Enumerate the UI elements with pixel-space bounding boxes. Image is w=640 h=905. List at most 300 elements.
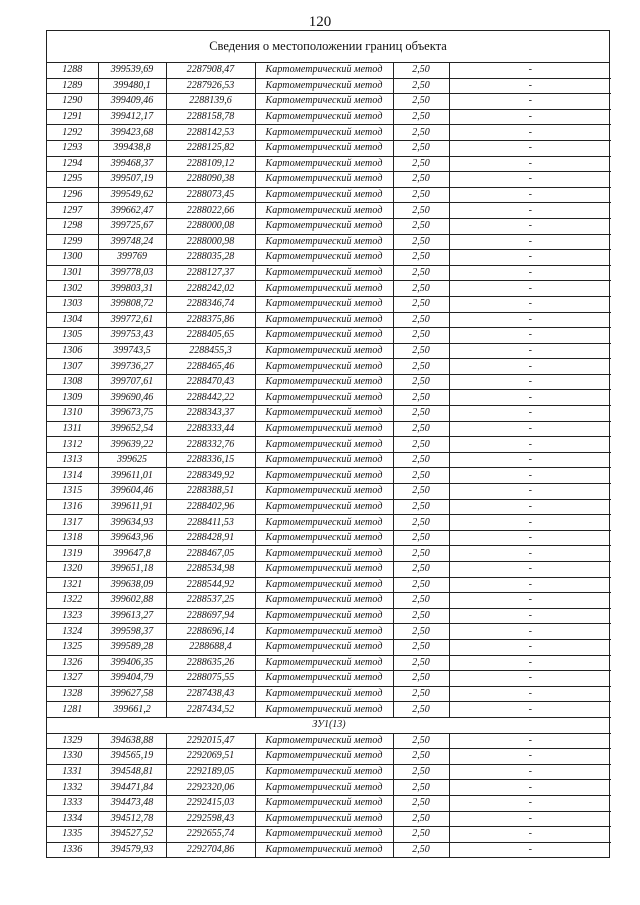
x-coordinate-cell: 394512,78 [98,811,166,827]
point-number-cell: 1319 [47,546,98,562]
point-number-cell: 1281 [47,702,98,718]
table-row [47,749,611,765]
accuracy-cell: 2,50 [393,406,449,422]
y-coordinate-cell: 2288336,15 [166,452,255,468]
x-coordinate-cell: 399480,1 [98,78,166,94]
point-number-cell: 1325 [47,639,98,655]
description-cell: - [449,250,611,266]
method-cell: Картометрический метод [255,499,393,515]
table-row [47,702,611,718]
table-row [47,172,611,188]
point-number-cell: 1321 [47,577,98,593]
description-cell: - [449,499,611,515]
method-cell: Картометрический метод [255,577,393,593]
point-number-cell: 1314 [47,468,98,484]
accuracy-cell: 2,50 [393,702,449,718]
method-cell: Картометрический метод [255,624,393,640]
method-cell: Картометрический метод [255,562,393,578]
point-number-cell: 1336 [47,842,98,857]
x-coordinate-cell: 399673,75 [98,406,166,422]
method-cell: Картометрический метод [255,546,393,562]
accuracy-cell: 2,50 [393,94,449,110]
y-coordinate-cell: 2288343,37 [166,406,255,422]
accuracy-cell: 2,50 [393,795,449,811]
x-coordinate-cell: 399438,8 [98,140,166,156]
description-cell: - [449,343,611,359]
description-cell: - [449,359,611,375]
method-cell: Картометрический метод [255,780,393,796]
y-coordinate-cell: 2288405,65 [166,328,255,344]
x-coordinate-cell: 399803,31 [98,281,166,297]
point-number-cell: 1333 [47,795,98,811]
y-coordinate-cell: 2288697,94 [166,608,255,624]
table-row [47,343,611,359]
point-number-cell: 1294 [47,156,98,172]
description-cell: - [449,639,611,655]
x-coordinate-cell: 399661,2 [98,702,166,718]
method-cell: Картометрический метод [255,530,393,546]
description-cell: - [449,156,611,172]
method-cell: Картометрический метод [255,374,393,390]
x-coordinate-cell: 399406,35 [98,655,166,671]
y-coordinate-cell: 2287434,52 [166,702,255,718]
coordinates-table-body [47,63,611,857]
y-coordinate-cell: 2288142,53 [166,125,255,141]
table-row [47,421,611,437]
accuracy-cell: 2,50 [393,140,449,156]
table-row [47,296,611,312]
table-row [47,312,611,328]
table-row [47,156,611,172]
description-cell: - [449,187,611,203]
point-number-cell: 1310 [47,406,98,422]
description-cell: - [449,702,611,718]
y-coordinate-cell: 2288537,25 [166,593,255,609]
y-coordinate-cell: 2292415,03 [166,795,255,811]
method-cell: Картометрический метод [255,265,393,281]
table-row [47,515,611,531]
description-cell: - [449,312,611,328]
method-cell: Картометрический метод [255,608,393,624]
point-number-cell: 1328 [47,686,98,702]
y-coordinate-cell: 2288375,86 [166,312,255,328]
point-number-cell: 1300 [47,250,98,266]
accuracy-cell: 2,50 [393,764,449,780]
y-coordinate-cell: 2288332,76 [166,437,255,453]
table-row [47,608,611,624]
y-coordinate-cell: 2288534,98 [166,562,255,578]
accuracy-cell: 2,50 [393,780,449,796]
description-cell: - [449,764,611,780]
table-row [47,577,611,593]
table-row [47,63,611,78]
x-coordinate-cell: 394638,88 [98,733,166,749]
accuracy-cell: 2,50 [393,109,449,125]
table-row [47,265,611,281]
method-cell: Картометрический метод [255,343,393,359]
y-coordinate-cell: 2288109,12 [166,156,255,172]
description-cell: - [449,546,611,562]
x-coordinate-cell: 399725,67 [98,218,166,234]
x-coordinate-cell: 399602,88 [98,593,166,609]
point-number-cell: 1332 [47,780,98,796]
description-cell: - [449,265,611,281]
x-coordinate-cell: 399743,5 [98,343,166,359]
point-number-cell: 1305 [47,328,98,344]
accuracy-cell: 2,50 [393,296,449,312]
point-number-cell: 1295 [47,172,98,188]
y-coordinate-cell: 2288688,4 [166,639,255,655]
method-cell: Картометрический метод [255,811,393,827]
point-number-cell: 1312 [47,437,98,453]
point-number-cell: 1315 [47,484,98,500]
y-coordinate-cell: 2292655,74 [166,827,255,843]
y-coordinate-cell: 2288411,53 [166,515,255,531]
x-coordinate-cell: 399748,24 [98,234,166,250]
method-cell: Картометрический метод [255,795,393,811]
method-cell: Картометрический метод [255,312,393,328]
y-coordinate-cell: 2292598,43 [166,811,255,827]
x-coordinate-cell: 394548,81 [98,764,166,780]
y-coordinate-cell: 2288022,66 [166,203,255,219]
description-cell: - [449,811,611,827]
y-coordinate-cell: 2288696,14 [166,624,255,640]
x-coordinate-cell: 399539,69 [98,63,166,78]
accuracy-cell: 2,50 [393,515,449,531]
x-coordinate-cell: 399507,19 [98,172,166,188]
accuracy-cell: 2,50 [393,842,449,857]
description-cell: - [449,203,611,219]
description-cell: - [449,406,611,422]
method-cell: Картометрический метод [255,484,393,500]
method-cell: Картометрический метод [255,437,393,453]
accuracy-cell: 2,50 [393,359,449,375]
y-coordinate-cell: 2292704,86 [166,842,255,857]
point-number-cell: 1292 [47,125,98,141]
x-coordinate-cell: 399613,27 [98,608,166,624]
accuracy-cell: 2,50 [393,499,449,515]
table-row [47,686,611,702]
point-number-cell: 1289 [47,78,98,94]
description-cell: - [449,172,611,188]
x-coordinate-cell: 394527,52 [98,827,166,843]
table-row [47,109,611,125]
table-row [47,437,611,453]
x-coordinate-cell: 399639,22 [98,437,166,453]
x-coordinate-cell: 399690,46 [98,390,166,406]
method-cell: Картометрический метод [255,842,393,857]
table-row [47,562,611,578]
method-cell: Картометрический метод [255,406,393,422]
method-cell: Картометрический метод [255,109,393,125]
table-row [47,484,611,500]
description-cell: - [449,125,611,141]
point-number-cell: 1320 [47,562,98,578]
table-row [47,359,611,375]
method-cell: Картометрический метод [255,187,393,203]
point-number-cell: 1334 [47,811,98,827]
accuracy-cell: 2,50 [393,671,449,687]
description-cell: - [449,140,611,156]
accuracy-cell: 2,50 [393,452,449,468]
x-coordinate-cell: 399772,61 [98,312,166,328]
x-coordinate-cell: 394565,19 [98,749,166,765]
accuracy-cell: 2,50 [393,421,449,437]
method-cell: Картометрический метод [255,359,393,375]
description-cell: - [449,281,611,297]
section-label: ЗУ1(13) [47,717,611,733]
description-cell: - [449,749,611,765]
accuracy-cell: 2,50 [393,125,449,141]
y-coordinate-cell: 2288035,28 [166,250,255,266]
point-number-cell: 1317 [47,515,98,531]
x-coordinate-cell: 399707,61 [98,374,166,390]
boundary-table-sheet [46,30,610,858]
description-cell: - [449,842,611,857]
table-title: Сведения о местоположении границ объекта [47,31,609,63]
table-row [47,593,611,609]
method-cell: Картометрический метод [255,172,393,188]
description-cell: - [449,593,611,609]
x-coordinate-cell: 399404,79 [98,671,166,687]
y-coordinate-cell: 2288000,98 [166,234,255,250]
method-cell: Картометрический метод [255,733,393,749]
method-cell: Картометрический метод [255,452,393,468]
method-cell: Картометрический метод [255,702,393,718]
description-cell: - [449,577,611,593]
accuracy-cell: 2,50 [393,343,449,359]
table-row [47,530,611,546]
y-coordinate-cell: 2292069,51 [166,749,255,765]
table-row [47,811,611,827]
accuracy-cell: 2,50 [393,608,449,624]
table-row [47,250,611,266]
table-row [47,187,611,203]
description-cell: - [449,234,611,250]
x-coordinate-cell: 399604,46 [98,484,166,500]
description-cell: - [449,94,611,110]
description-cell: - [449,390,611,406]
point-number-cell: 1290 [47,94,98,110]
accuracy-cell: 2,50 [393,686,449,702]
accuracy-cell: 2,50 [393,562,449,578]
point-number-cell: 1330 [47,749,98,765]
table-row [47,390,611,406]
method-cell: Картометрический метод [255,156,393,172]
y-coordinate-cell: 2288073,45 [166,187,255,203]
y-coordinate-cell: 2288465,46 [166,359,255,375]
method-cell: Картометрический метод [255,671,393,687]
y-coordinate-cell: 2288127,37 [166,265,255,281]
table-row [47,733,611,749]
accuracy-cell: 2,50 [393,78,449,94]
table-row [47,468,611,484]
y-coordinate-cell: 2288544,92 [166,577,255,593]
x-coordinate-cell: 394473,48 [98,795,166,811]
method-cell: Картометрический метод [255,639,393,655]
description-cell: - [449,671,611,687]
coordinates-table [47,63,611,857]
point-number-cell: 1326 [47,655,98,671]
y-coordinate-cell: 2287438,43 [166,686,255,702]
y-coordinate-cell: 2288125,82 [166,140,255,156]
x-coordinate-cell: 399423,68 [98,125,166,141]
point-number-cell: 1303 [47,296,98,312]
table-row [47,546,611,562]
accuracy-cell: 2,50 [393,733,449,749]
point-number-cell: 1316 [47,499,98,515]
description-cell: - [449,562,611,578]
table-row [47,780,611,796]
point-number-cell: 1331 [47,764,98,780]
y-coordinate-cell: 2288242,02 [166,281,255,297]
description-cell: - [449,827,611,843]
table-row [47,374,611,390]
y-coordinate-cell: 2287926,53 [166,78,255,94]
point-number-cell: 1322 [47,593,98,609]
accuracy-cell: 2,50 [393,203,449,219]
x-coordinate-cell: 399769 [98,250,166,266]
x-coordinate-cell: 399625 [98,452,166,468]
point-number-cell: 1329 [47,733,98,749]
table-row [47,639,611,655]
y-coordinate-cell: 2288470,43 [166,374,255,390]
accuracy-cell: 2,50 [393,234,449,250]
point-number-cell: 1307 [47,359,98,375]
x-coordinate-cell: 399647,8 [98,546,166,562]
accuracy-cell: 2,50 [393,655,449,671]
table-row [47,203,611,219]
method-cell: Картометрический метод [255,686,393,702]
x-coordinate-cell: 399611,91 [98,499,166,515]
x-coordinate-cell: 399778,03 [98,265,166,281]
description-cell: - [449,218,611,234]
description-cell: - [449,296,611,312]
accuracy-cell: 2,50 [393,328,449,344]
description-cell: - [449,63,611,78]
method-cell: Картометрический метод [255,468,393,484]
x-coordinate-cell: 399662,47 [98,203,166,219]
y-coordinate-cell: 2288402,96 [166,499,255,515]
point-number-cell: 1297 [47,203,98,219]
method-cell: Картометрический метод [255,328,393,344]
accuracy-cell: 2,50 [393,749,449,765]
x-coordinate-cell: 399638,09 [98,577,166,593]
y-coordinate-cell: 2288388,51 [166,484,255,500]
description-cell: - [449,686,611,702]
point-number-cell: 1304 [47,312,98,328]
table-row [47,764,611,780]
table-row [47,125,611,141]
x-coordinate-cell: 399634,93 [98,515,166,531]
table-row [47,452,611,468]
y-coordinate-cell: 2292189,05 [166,764,255,780]
accuracy-cell: 2,50 [393,577,449,593]
table-row [47,234,611,250]
method-cell: Картометрический метод [255,749,393,765]
accuracy-cell: 2,50 [393,312,449,328]
description-cell: - [449,655,611,671]
x-coordinate-cell: 399753,43 [98,328,166,344]
x-coordinate-cell: 399736,27 [98,359,166,375]
method-cell: Картометрический метод [255,94,393,110]
x-coordinate-cell: 394579,93 [98,842,166,857]
method-cell: Картометрический метод [255,250,393,266]
table-row [47,624,611,640]
y-coordinate-cell: 2288428,91 [166,530,255,546]
table-row [47,499,611,515]
y-coordinate-cell: 2288346,74 [166,296,255,312]
method-cell: Картометрический метод [255,764,393,780]
y-coordinate-cell: 2288075,55 [166,671,255,687]
description-cell: - [449,795,611,811]
y-coordinate-cell: 2288467,05 [166,546,255,562]
table-row [47,671,611,687]
accuracy-cell: 2,50 [393,639,449,655]
point-number-cell: 1291 [47,109,98,125]
y-coordinate-cell: 2288442,22 [166,390,255,406]
table-row [47,94,611,110]
description-cell: - [449,733,611,749]
point-number-cell: 1288 [47,63,98,78]
point-number-cell: 1309 [47,390,98,406]
table-row [47,281,611,297]
x-coordinate-cell: 399412,17 [98,109,166,125]
page-number: 120 [308,14,332,30]
method-cell: Картометрический метод [255,218,393,234]
table-row [47,842,611,857]
accuracy-cell: 2,50 [393,624,449,640]
description-cell: - [449,437,611,453]
point-number-cell: 1308 [47,374,98,390]
point-number-cell: 1298 [47,218,98,234]
x-coordinate-cell: 399808,72 [98,296,166,312]
table-row [47,827,611,843]
method-cell: Картометрический метод [255,421,393,437]
table-row [47,406,611,422]
accuracy-cell: 2,50 [393,218,449,234]
method-cell: Картометрический метод [255,390,393,406]
method-cell: Картометрический метод [255,655,393,671]
description-cell: - [449,421,611,437]
method-cell: Картометрический метод [255,125,393,141]
accuracy-cell: 2,50 [393,374,449,390]
method-cell: Картометрический метод [255,234,393,250]
description-cell: - [449,109,611,125]
accuracy-cell: 2,50 [393,172,449,188]
x-coordinate-cell: 399651,18 [98,562,166,578]
description-cell: - [449,484,611,500]
accuracy-cell: 2,50 [393,530,449,546]
accuracy-cell: 2,50 [393,390,449,406]
method-cell: Картометрический метод [255,281,393,297]
y-coordinate-cell: 2288333,44 [166,421,255,437]
point-number-cell: 1301 [47,265,98,281]
accuracy-cell: 2,50 [393,827,449,843]
accuracy-cell: 2,50 [393,437,449,453]
accuracy-cell: 2,50 [393,265,449,281]
method-cell: Картометрический метод [255,78,393,94]
point-number-cell: 1302 [47,281,98,297]
point-number-cell: 1311 [47,421,98,437]
x-coordinate-cell: 399468,37 [98,156,166,172]
x-coordinate-cell: 399409,46 [98,94,166,110]
table-row [47,328,611,344]
point-number-cell: 1293 [47,140,98,156]
point-number-cell: 1318 [47,530,98,546]
x-coordinate-cell: 399643,96 [98,530,166,546]
accuracy-cell: 2,50 [393,593,449,609]
